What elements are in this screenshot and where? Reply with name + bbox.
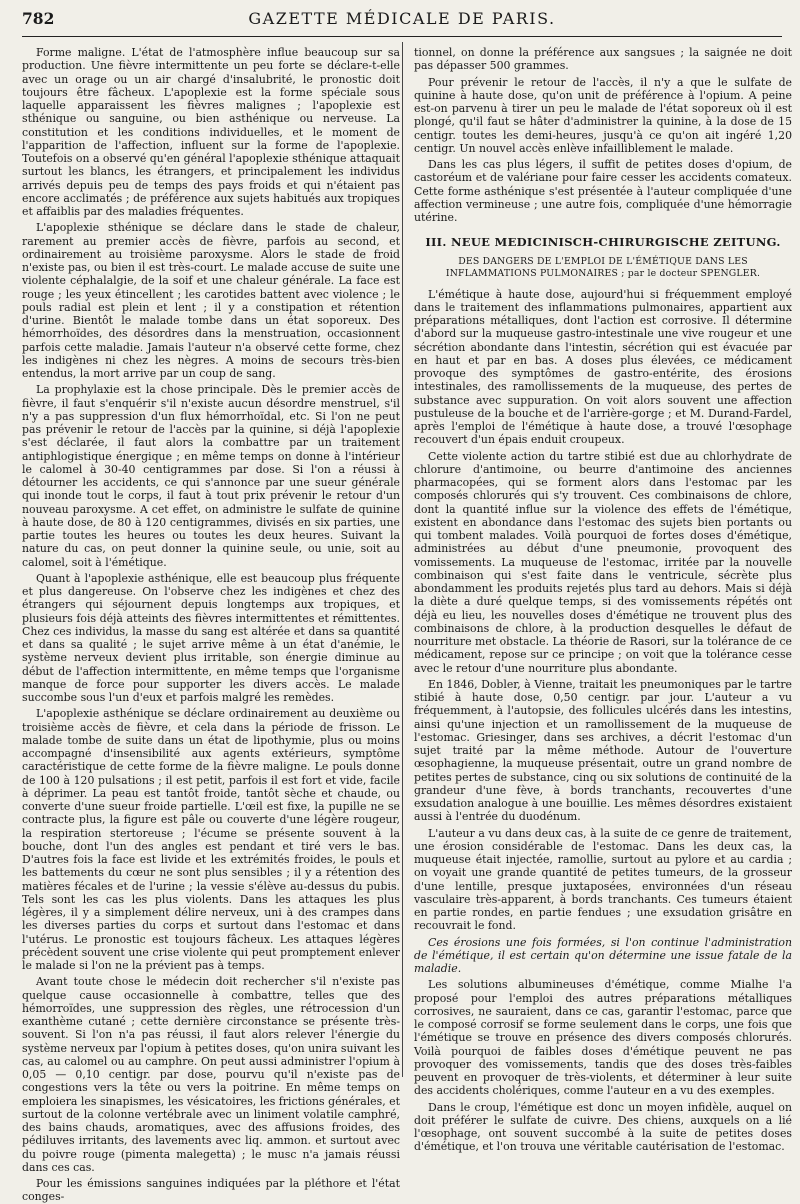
paragraph-symptomes-asthenique: L'apoplexie asthénique se déclare ordinairement au deuxième ou troisième accès de fièvre, et cela dans la période de frisson. Le malade tombe de suite dans un état de lipothymie, plus ou moins accompagné d'insensibilité aux agents extérieurs, symptôme caractéristique de cette forme de la fièvre maligne. Le pouls donne de 100 à 120 pulsations ; il est petit, parfois il est fort et vide, facile à déprimer. La peau est tantôt froide, tantôt sèche et chaude, ou converte d'une sueur froide partielle. L'œil est fixe, la pupille ne se contracte plus, la figure est pâle ou couverte d'une légère rougeur, la respiration stertoreuse ; l'écume se présente souvent à la bouche, dont l'un des angles est pendant et tiré vers le bas. D'autres fois la face est livide et les extrémités froides, le pouls et les battements du cœur ne sont plus sensibles ; il y a rétention des matières fécales et de l'urine ; la vessie s'élève au-dessus du pubis. Tels sont les cas les plus violents. Dans les attaques les plus légères, il y a simplement délire nerveux, uni à des crampes dans les diverses parties du corps et surtout dans l'estomac et dans l'utérus. Le pronostic est toujours fâcheux. Les attaques légères précèdent souvent une crise violente qui peut promptement enlever le malade si l'on ne la prévient pas à temps.	[22, 707, 400, 972]
paragraph-apoplexie-asthenique: Quant à l'apoplexie asthénique, elle est beaucoup plus fréquente et plus dangereuse. On l'observe chez les indigènes et chez des étrangers qui séjournent depuis longtemps aux tropiques, et plusieurs fois déjà atteints des fièvres intermittentes et rémittentes. Chez ces individus, la masse du sang est altérée et dans sa quantité et dans sa qualité ; le sujet arrive même à un état d'anémie, le système nerveux devient plus irritable, son énergie diminue au début de l'affection intermittente, en même temps que l'organisme manque de force pour supporter les divers accès. Le malade succombe sous l'un d'eux et parfois malgré les remèdes.	[22, 571, 400, 704]
paragraph-emetique-haute-dose: L'émétique à haute dose, aujourd'hui si fréquemment employé dans le traitement des inflammations pulmonaires, appartient aux préparations métalliques, dont l'action est corrosive. Il détermine d'abord sur la muqueuse gastro-intestinale une vive rougeur et une sécrétion abondante dans l'intestin, sécrétion qui est évacuée par en haut et par en bas. A doses plus élevées, ce médicament provoque des symptômes de gastro-entérite, des érosions intestinales, des ramollissements de la muqueuse, des pertes de substance avec suppuration. On voit alors souvent une affection pustuleuse de la bouche et de l'arrière-gorge ; et M. Durand-Fardel, après l'emploi de l'émétique à haute dose, a trouvé l'œsophage recouvert d'un épais enduit croupeux.	[414, 287, 792, 447]
paragraph-tartre-stibie: Cette violente action du tartre stibié est due au chlorhydrate de chlorure d'antimoine, ou beurre d'antimoine des anciennes pharmacopées, qui se forment alors dans l'estomac par les composés chlorurés qui s'y trouvent. Ces combinaisons de chlore, dont la quantité influe sur la violence des effets de l'émétique, existent en abondance dans l'estomac des sujets bien portants ou qui tombent malades. Voilà pourquoi de fortes doses d'émétique, administrées au début d'une pneumonie, provoquent des vomissements. La muqueuse de l'estomac, irritée par la nouvelle combinaison qui s'est faite dans le ventricule, sécrète plus abondamment les produits rejetés plus tard au dehors. Mais si déjà la diète a duré quelque temps, si des vomissements répétés ont déjà eu lieu, les nouvelles doses d'émétique ne trouvent plus des combinaisons de chlore, à la production desquelles le défaut de nourriture met obstacle. La théorie de Rasori, sur la tolérance de ce médicament, repose sur ce principe ; on voit que la tolérance cesse avec le retour d'une nourriture plus abondante.	[414, 449, 792, 675]
paragraph-sulfate-quinine: Pour prévenir le retour de l'accès, il n'y a que le sulfate de quinine à haute dose, qu'on unit de préférence à l'opium. A peine est-on parvenu à tirer un peu le malade de l'état soporeux où il est plongé, qu'il faut se hâter d'administrer la quinine, à la dose de 15 centigr. toutes les demi-heures, jusqu'à ce qu'on ait ingéré 1,20 centigr. Un nouvel accès enlève infailliblement le malade.	[414, 75, 792, 155]
header-rule	[22, 36, 782, 37]
paragraph-erosion: L'auteur a vu dans deux cas, à la suite de ce genre de traitement, une érosion considérable de l'estomac. Dans les deux cas, la muqueuse était injectée, ramollie, surtout au pylore et au cardia ; on voyait une grande quantité de petites tumeurs, de la grosseur d'une lentille, presque juxtaposées, environnées d'un réseau vasculaire très-apparent, à bords tranchants. Ces tumeurs étaient en partie rondes, en partie fendues ; une exsudation grisâtre en recouvrait le fond.	[414, 826, 792, 933]
page-header	[22, 9, 782, 35]
paragraph-solutions-albumineuses: Les solutions albumineuses d'émétique, comme Mialhe l'a proposé pour l'emploi des autres préparations métalliques corrosives, ne sauraient, dans ce cas, garantir l'estomac, parce que le composé corrosif se forme seulement dans le corps, une fois que l'émétique se trouve en présence des divers composés chlorurés. Voilà pourquoi de faibles doses d'émétique peuvent ne pas provoquer des vomissements, tandis que des doses très-faibles peuvent en provoquer de très-violents, et déterminer à leur suite des accidents cholériques, comme l'auteur en a vu des exemples.	[414, 978, 792, 1098]
paragraph-forme-maligne: Forme maligne. L'état de l'atmosphère influe beaucoup sur sa production. Une fièvre intermittente un peu forte se déclare-t-elle avec un orage ou un air chargé d'insalubrité, le pronostic doit toujours être fâcheux. L'apoplexie est la forme spéciale sous laquelle apparaissent les fièvres malignes ; l'apoplexie est sthénique ou sanguine, ou bien asthénique ou nerveuse. La constitution et les conditions individuelles, et le moment de l'apparition de l'affection, influent sur la forme de l'apoplexie. Toutefois on a observé qu'en général l'apoplexie sthénique attaquait surtout les blancs, les étrangers, et principalement les individus arrivés depuis peu de temps des pays froids et qui n'étaient pas encore acclimatés ; de préférence aux sujets habitués aux tropiques et affaiblis par des maladies fréquentes.	[22, 46, 400, 218]
page-number: 782	[22, 9, 55, 28]
paragraph-traitement: Avant toute chose le médecin doit rechercher s'il n'existe pas quelque cause occasionnelle à combattre, telles que des hémorroïdes, une suppression des règles, une rétrocession d'un exanthème cutané ; cette dernière circonstance se présente très-souvent. Si l'on n'a pas réussi, il faut alors relever l'énergie du système nerveux par l'opium à petites doses, qu'on unira suivant les cas, au calomel ou au camphre. On peut aussi administrer l'opium à 0,05 — 0,10 centigr. par dose, pourvu qu'il n'existe pas de congestions vers la tête ou vers la poitrine. En même temps on emploiera les sinapismes, les vésicatoires, les frictions générales, et surtout de la colonne vertébrale avec un liniment volatile camphré, des bains chauds, aromatiques, avec des affusions froides, des pédiluves irritants, des lavements avec liq. ammon. et surtout avec du poivre rouge (pimenta malegetta) ; le musc n'a jamais réussi dans ces cas.	[22, 975, 400, 1174]
paragraph-prophylaxie: La prophylaxie est la chose principale. Dès le premier accès de fièvre, il faut s'enquérir s'il n'existe aucun désordre menstruel, s'il n'y a pas suppression d'un flux hémorrhoïdal, etc. Si l'on ne peut pas prévenir le retour de l'accès par la quinine, si déjà l'apoplexie s'est déclarée, il faut alors la combattre par un traitement antiphlogistique énergique ; en même temps on donne à l'intérieur le calomel à 30-40 centigrammes par dose. Si l'on a réussi à détourner les accidents, ce qui s'annonce par une sueur générale qui inonde tout le corps, il faut à tout prix prévenir le retour d'un nouveau paroxysme. A cet effet, on administre le sulfate de quinine à haute dose, de 80 à 120 centigrammes, divisés en six parties, une partie toutes les heures ou toutes les deux heures. Suivant la nature du cas, on peut donner la quinine seule, ou unie, soit au calomel, soit à l'émétique.	[22, 383, 400, 569]
paragraph-continuation: tionnel, on donne la préférence aux sangsues ; la saignée ne doit pas dépasser 500 grammes.	[414, 46, 792, 73]
section-title: III. NEUE MEDICINISCH-CHIRURGISCHE ZEITUNG.	[425, 235, 781, 250]
paragraph-croup: Dans le croup, l'émétique est donc un moyen infidèle, auquel on doit préférer le sulfate de cuivre. Des chiens, auxquels on a lié l'œsophage, ont souvent succombé à la suite de petites doses d'émétique, et l'on trouva une véritable cautérisation de l'estomac.	[414, 1100, 792, 1154]
journal-title: GAZETTE MÉDICALE DE PARIS.	[248, 9, 556, 28]
paragraph-emissions-sanguines: Pour les émissions sanguines indiquées par la pléthore et l'état conges-	[22, 1177, 400, 1204]
paragraph-issue-fatale: Ces érosions une fois formées, si l'on continue l'administration de l'émétique, il est certain qu'on détermine une issue fatale de la maladie.	[414, 935, 792, 975]
section-subtitle: DES DANGERS DE L'EMPLOI DE L'ÉMÉTIQUE DANS LES INFLAMMATIONS PULMONAIRES ; par le docteur SPENGLER.	[445, 255, 761, 279]
right-column	[414, 46, 792, 1154]
paragraph-apoplexie-sthenique: L'apoplexie sthénique se déclare dans le stade de chaleur, rarement au premier accès de fièvre, parfois au second, et ordinairement au troisième paroxysme. Alors le stade de froid n'existe pas, ou bien il est très-court. Le malade accuse de suite une violente céphalalgie, de la soif et une chaleur générale. La face est rouge ; les yeux étincellent ; les carotides battent avec violence ; le pouls radial est plein et lent ; il y a constipation et rétention d'urine. Bientôt le malade tombe dans un état soporeux. Des hémorrhoïdes, des désordres dans la menstruation, occasionnent parfois cette maladie. Jamais l'auteur n'a observé cette forme, chez les indigènes ni chez les nègres. A moins de secours très-bien entendus, la mort arrive par un coup de sang.	[22, 221, 400, 380]
paragraph-cas-legers: Dans les cas plus légers, il suffit de petites doses d'opium, de castoréum et de valériane pour faire cesser les accidents comateux. Cette forme asthénique s'est présentée à l'auteur compliquée d'une affection vermineuse ; une autre fois, compliquée d'une hémorragie utérine.	[414, 158, 792, 224]
left-column	[22, 46, 400, 1204]
paragraph-dobler: En 1846, Dobler, à Vienne, traitait les pneumoniques par le tartre stibié à haute dose, 0,50 centigr. par jour. L'auteur a vu fréquemment, à l'autopsie, des follicules ulcérés dans les intestins, ainsi qu'une injection et un ramollissement de la muqueuse de l'estomac. Griesinger, dans ses archives, a décrit l'estomac d'un sujet traité par la même méthode. Autour de l'ouverture œsophagienne, la muqueuse présentait, outre un grand nombre de petites pertes de substance, cinq ou six solutions de continuité de la grandeur d'une fève, à bords tranchants, recouvertes d'une exsudation analogue à une bouillie. Les mêmes désordres existaient aussi à l'entrée du duodénum.	[414, 677, 792, 824]
column-divider	[402, 42, 403, 1077]
